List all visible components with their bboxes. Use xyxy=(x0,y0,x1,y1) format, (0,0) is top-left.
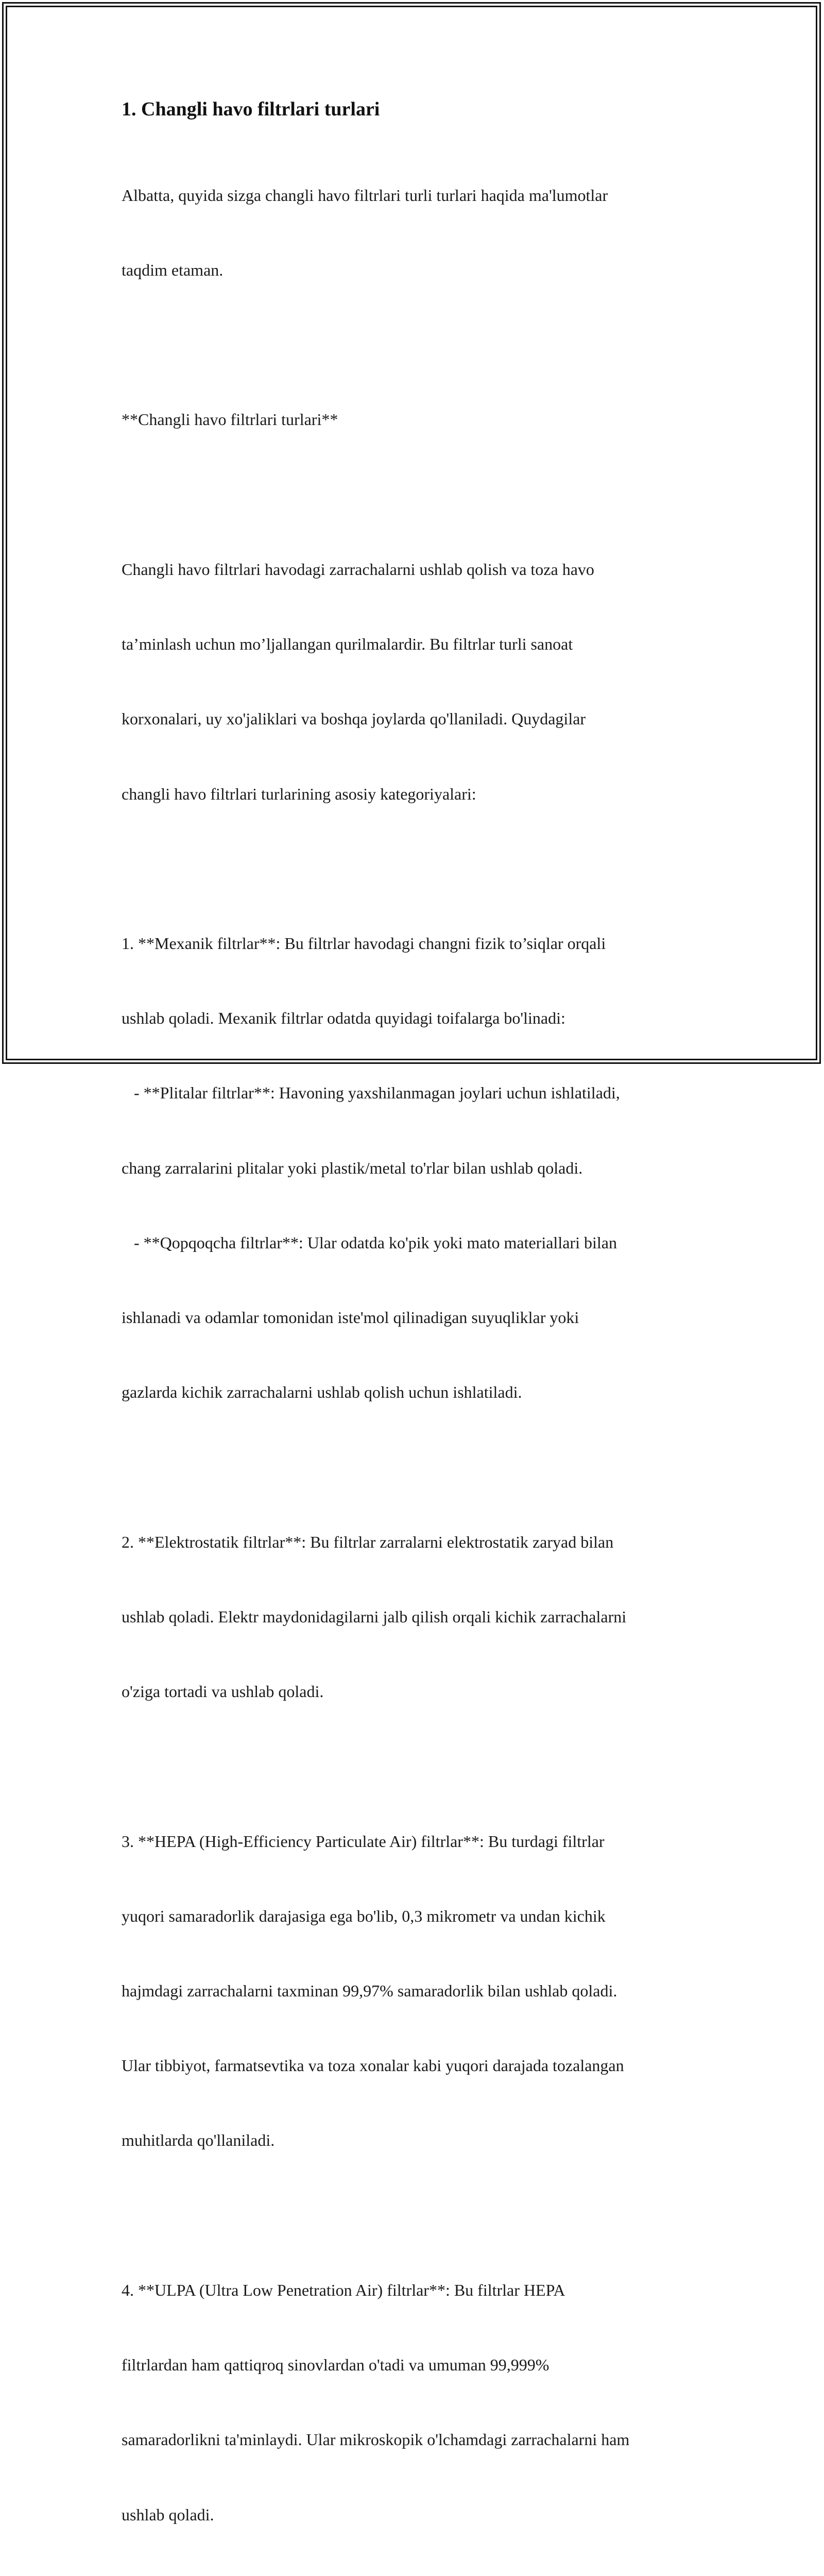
text-line: ta’minlash uchun mo’ljallangan qurilmalardir. Bu filtrlar turli sanoat xyxy=(122,635,573,654)
paragraph-intro xyxy=(122,133,709,332)
text-line: samaradorlikni ta'minlaydi. Ular mikroskopik o'lchamdagi zarrachalarni ham xyxy=(122,2430,630,2449)
text-line: ishlanadi va odamlar tomonidan iste'mol qilinadigan suyuqliklar yoki xyxy=(122,1308,579,1327)
text-line: Changli havo filtrlari havodagi zarrachalarni ushlab qolish va toza havo xyxy=(122,560,594,579)
paragraph-ulpa-filters xyxy=(122,2228,709,2576)
paragraph-electrostatic-filters xyxy=(122,1480,709,1754)
paragraph-overview xyxy=(122,507,709,856)
text-line: Albatta, quyida sizga changli havo filtrlari turli turlari haqida ma'lumotlar xyxy=(122,185,608,205)
text-line: 3. **HEPA (High-Efficiency Particulate Air) filtrlar**: Bu turdagi filtrlar xyxy=(122,1832,605,1851)
text-line: taqdim etaman. xyxy=(122,261,224,280)
paragraph-hepa-filters xyxy=(122,1779,709,2203)
text-line: ushlab qoladi. Mexanik filtrlar odatda quyidagi toifalarga bo'linadi: xyxy=(122,1009,565,1028)
text-line: changli havo filtrlari turlarining asosiy kategoriyalari: xyxy=(122,784,476,803)
text-line: ushlab qoladi. Elektr maydonidagilarni jalb qilish orqali kichik zarrachalarni xyxy=(122,1607,627,1626)
text-line: chang zarralarini plitalar yoki plastik/metal to'rlar bilan ushlab qoladi. xyxy=(122,1158,583,1177)
text-line: 1. **Mexanik filtrlar**: Bu filtrlar havodagi changni fizik to’siqlar orqali xyxy=(122,934,606,953)
paragraph-subheading xyxy=(122,358,709,482)
document-body xyxy=(122,96,709,2576)
text-line: korxonalari, uy xo'jaliklari va boshqa joylarda qo'llaniladi. Quydagilar xyxy=(122,709,586,728)
text-line: Ular tibbiyot, farmatsevtika va toza xonalar kabi yuqori darajada tozalangan xyxy=(122,2056,624,2075)
text-line: **Changli havo filtrlari turlari** xyxy=(122,410,338,429)
document-title: 1. Changli havo filtrlari turlari xyxy=(122,98,380,120)
text-line: gazlarda kichik zarrachalarni ushlab qolish uchun ishlatiladi. xyxy=(122,1383,522,1402)
text-line: 4. **ULPA (Ultra Low Penetration Air) filtrlar**: Bu filtrlar HEPA xyxy=(122,2280,565,2299)
text-line: ushlab qoladi. xyxy=(122,2505,214,2524)
text-line: o'ziga tortadi va ushlab qoladi. xyxy=(122,1682,324,1701)
text-line: filtrlardan ham qattiqroq sinovlardan o'tadi va umuman 99,999% xyxy=(122,2355,550,2375)
text-line: - **Qopqoqcha filtrlar**: Ular odatda ko'pik yoki mato materiallari bilan xyxy=(122,1233,617,1252)
text-line: - **Plitalar filtrlar**: Havoning yaxshilanmagan joylari uchun ishlatiladi, xyxy=(122,1083,620,1103)
paragraph-mechanical-filters xyxy=(122,881,709,1454)
text-line: yuqori samaradorlik darajasiga ega bo'lib, 0,3 mikrometr va undan kichik xyxy=(122,1906,606,1925)
text-line: muhitlarda qo'llaniladi. xyxy=(122,2131,275,2150)
text-line: 2. **Elektrostatik filtrlar**: Bu filtrlar zarralarni elektrostatik zaryad bilan xyxy=(122,1532,614,1551)
text-line: hajmdagi zarrachalarni taxminan 99,97% samaradorlik bilan ushlab qoladi. xyxy=(122,1981,617,2000)
